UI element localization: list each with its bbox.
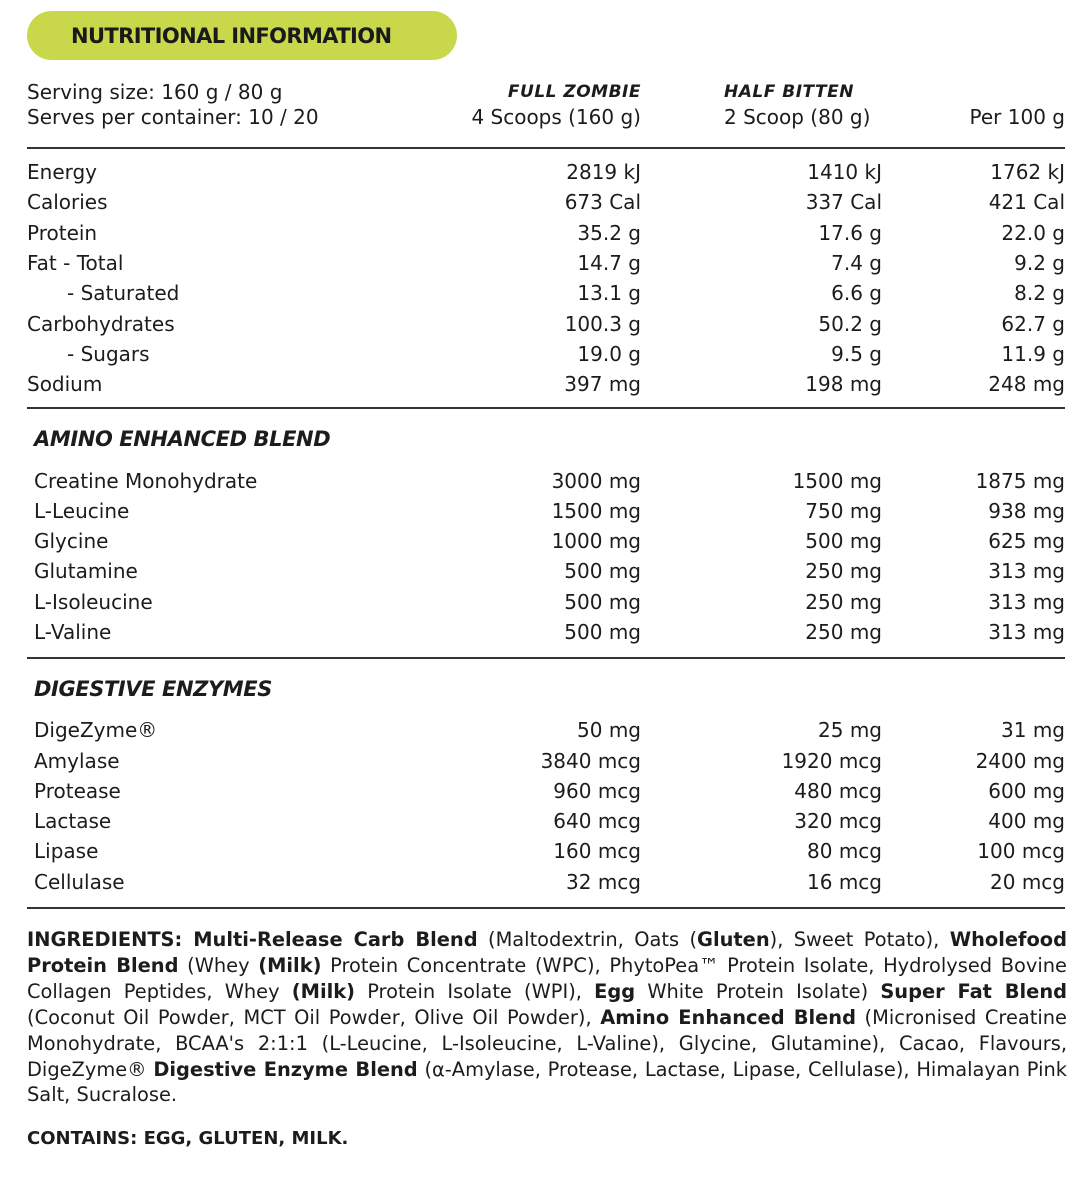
per-100g-value: 22.0 g: [1001, 220, 1065, 245]
serving-header: [27, 80, 1065, 132]
row-label: Amylase: [34, 748, 120, 773]
nutrition-panel: [27, 80, 1065, 909]
table-row: [27, 157, 1065, 187]
row-label: Cellulase: [34, 869, 125, 894]
serving-size: Serving size: 160 g / 80 g: [27, 80, 283, 104]
ingredient-bold-segment: Amino Enhanced Blend: [600, 1005, 856, 1029]
per-100g-value: 62.7 g: [1001, 311, 1065, 336]
table-row: [27, 836, 1065, 866]
half-bitten-value: 250 mg: [805, 589, 882, 614]
ingredient-bold-segment: (Milk): [258, 953, 322, 977]
row-label: Sodium: [27, 372, 103, 397]
half-bitten-value: 337 Cal: [805, 190, 882, 215]
half-bitten-value: 500 mg: [805, 529, 882, 554]
ingredient-bold-segment: INGREDIENTS: Multi-Release Carb Blend: [27, 928, 478, 951]
table-row: [27, 187, 1065, 217]
per-100g-value: 1875 mg: [975, 468, 1065, 493]
full-zombie-value: 100.3 g: [564, 311, 641, 336]
half-bitten-value: 6.6 g: [831, 281, 882, 306]
nutrition-table: [27, 149, 1065, 407]
per-100g-value: 313 mg: [988, 620, 1065, 644]
row-label: Energy: [27, 160, 98, 185]
ingredient-bold-segment: Egg: [594, 979, 636, 1003]
half-bitten-value: 1410 kJ: [807, 160, 882, 185]
row-label: Calories: [27, 190, 108, 215]
full-zombie-value: 32 mcg: [566, 869, 641, 894]
table-row: [27, 526, 1065, 556]
table-row: [27, 745, 1065, 775]
full-zombie-value: 1500 mg: [551, 498, 641, 523]
table-row: [27, 278, 1065, 308]
half-bitten-value: 320 mcg: [794, 809, 882, 834]
full-zombie-value: 500 mg: [564, 559, 641, 584]
half-bitten-value: 480 mcg: [794, 778, 882, 803]
full-zombie-value: 640 mcg: [553, 809, 641, 834]
ingredient-segment: White Protein Isolate): [635, 979, 881, 1003]
ingredient-bold-segment: Super Fat Blend: [880, 979, 1067, 1003]
half-bitten-value: 17.6 g: [818, 220, 882, 245]
table-row: [27, 617, 1065, 647]
half-bitten-value: 7.4 g: [831, 251, 882, 276]
per-100g-value: 313 mg: [988, 589, 1065, 614]
full-zombie-value: 19.0 g: [577, 341, 641, 366]
row-label: - Sugars: [67, 341, 150, 366]
enzyme-table: [27, 713, 1065, 907]
ingredient-bold-segment: Wholefood Protein Blend: [27, 928, 1067, 977]
row-label: Glutamine: [34, 559, 138, 584]
ingredients-text: [27, 927, 1067, 1108]
table-row: [27, 465, 1065, 495]
table-row: [27, 715, 1065, 745]
per-100g-heading: Per 100 g: [969, 105, 1065, 129]
allergen-statement: CONTAINS: EGG, GLUTEN, MILK.: [27, 1128, 349, 1149]
half-bitten-value: 25 mg: [818, 718, 882, 743]
full-zombie-value: 500 mg: [564, 589, 641, 614]
full-zombie-value: 160 mcg: [553, 839, 641, 864]
amino-table: [27, 463, 1065, 657]
per-100g-value: 31 mg: [1001, 718, 1065, 743]
per-100g-value: 11.9 g: [1001, 341, 1065, 366]
page-title: NUTRITIONAL INFORMATION: [71, 23, 392, 48]
row-label: L-Leucine: [34, 498, 130, 523]
table-row: [27, 248, 1065, 278]
per-100g-value: 421 Cal: [988, 190, 1065, 215]
half-bitten-value: 250 mg: [805, 559, 882, 584]
table-row: [27, 867, 1065, 897]
full-zombie-value: 50 mg: [577, 718, 641, 743]
ingredient-bold-segment: Gluten: [697, 928, 770, 951]
per-100g-value: 600 mg: [988, 778, 1065, 803]
header-pill: [27, 11, 457, 60]
table-row: [27, 806, 1065, 836]
per-100g-value: 2400 mg: [975, 748, 1065, 773]
ingredient-segment: Protein Concentrate (WPC), PhytoPea™ Protein Isolate, Hydrolysed Bovine Collagen Peptides, Whey: [27, 953, 1067, 1003]
full-zombie-heading: FULL ZOMBIE: [507, 82, 641, 102]
full-zombie-value: 2819 kJ: [566, 160, 641, 185]
per-100g-value: 313 mg: [988, 559, 1065, 584]
enzyme-section-title: DIGESTIVE ENZYMES: [34, 677, 272, 702]
row-label: Fat - Total: [27, 251, 124, 276]
ingredient-segment: ), Sweet Potato),: [769, 928, 950, 951]
half-bitten-value: 9.5 g: [831, 341, 882, 366]
ingredient-segment: (Micronised Creatine Monohydrate, BCAA's 2:1:1 (L-Leucine, L-Isoleucine, L-Valine), Glycine, Glutamine), Cacao, Flavours, DigeZyme®: [27, 1005, 1067, 1081]
amino-section: [27, 409, 1065, 657]
half-bitten-value: 750 mg: [805, 498, 882, 523]
half-bitten-value: 250 mg: [805, 620, 882, 644]
full-zombie-value: 673 Cal: [564, 190, 641, 215]
half-bitten-value: 1500 mg: [792, 468, 882, 493]
row-label: Glycine: [34, 529, 109, 554]
half-bitten-heading: HALF BITTEN: [724, 82, 854, 102]
full-zombie-value: 35.2 g: [577, 220, 641, 245]
table-row: [27, 587, 1065, 617]
half-bitten-serving: 2 Scoop (80 g): [724, 105, 871, 129]
row-label: Protein: [27, 220, 98, 245]
table-row: [27, 496, 1065, 526]
row-label: Lipase: [34, 839, 99, 864]
per-100g-value: 20 mcg: [990, 869, 1065, 894]
row-label: - Saturated: [67, 281, 180, 306]
ingredient-bold-segment: Digestive Enzyme Blend: [153, 1057, 418, 1081]
table-row: [27, 308, 1065, 338]
full-zombie-value: 14.7 g: [577, 251, 641, 276]
divider: [27, 907, 1065, 909]
per-100g-value: 9.2 g: [1014, 251, 1065, 276]
table-row: [27, 369, 1065, 399]
per-100g-value: 100 mcg: [977, 839, 1065, 864]
ingredient-segment: (Whey: [178, 953, 259, 977]
half-bitten-value: 80 mcg: [807, 839, 882, 864]
per-100g-value: 1762 kJ: [990, 160, 1065, 185]
row-label: L-Valine: [34, 620, 112, 644]
half-bitten-value: 1920 mcg: [781, 748, 882, 773]
table-row: [27, 776, 1065, 806]
amino-section-title: AMINO ENHANCED BLEND: [34, 427, 331, 452]
half-bitten-value: 50.2 g: [818, 311, 882, 336]
row-label: Creatine Monohydrate: [34, 468, 258, 493]
per-100g-value: 8.2 g: [1014, 281, 1065, 306]
row-label: Lactase: [34, 809, 112, 834]
per-100g-value: 938 mg: [988, 498, 1065, 523]
serves-per-container: Serves per container: 10 / 20: [27, 105, 319, 129]
row-label: Carbohydrates: [27, 311, 175, 336]
full-zombie-value: 960 mcg: [553, 778, 641, 803]
full-zombie-value: 1000 mg: [551, 529, 641, 554]
row-label: L-Isoleucine: [34, 589, 153, 614]
per-100g-value: 625 mg: [988, 529, 1065, 554]
table-row: [27, 339, 1065, 369]
full-zombie-value: 3840 mcg: [540, 748, 641, 773]
table-row: [27, 218, 1065, 248]
ingredient-segment: (Maltodextrin, Oats (: [477, 928, 698, 951]
ingredient-segment: (α-Amylase, Protease, Lactase, Lipase, Cellulase), Himalayan Pink Salt, Sucralose.: [27, 1057, 1067, 1107]
full-zombie-value: 3000 mg: [551, 468, 641, 493]
per-100g-value: 248 mg: [988, 372, 1065, 397]
ingredient-segment: Protein Isolate (WPI),: [355, 979, 595, 1003]
row-label: Protease: [34, 778, 121, 803]
full-zombie-serving: 4 Scoops (160 g): [471, 105, 641, 129]
full-zombie-value: 500 mg: [564, 620, 641, 644]
row-label: DigeZyme®: [34, 718, 158, 743]
table-row: [27, 556, 1065, 586]
ingredient-segment: (Coconut Oil Powder, MCT Oil Powder, Olive Oil Powder),: [27, 1005, 601, 1029]
per-100g-value: 400 mg: [988, 809, 1065, 834]
full-zombie-value: 13.1 g: [577, 281, 641, 306]
full-zombie-value: 397 mg: [564, 372, 641, 397]
half-bitten-value: 198 mg: [805, 372, 882, 397]
half-bitten-value: 16 mcg: [807, 869, 882, 894]
enzyme-section: [27, 659, 1065, 907]
ingredient-bold-segment: (Milk): [291, 979, 355, 1003]
